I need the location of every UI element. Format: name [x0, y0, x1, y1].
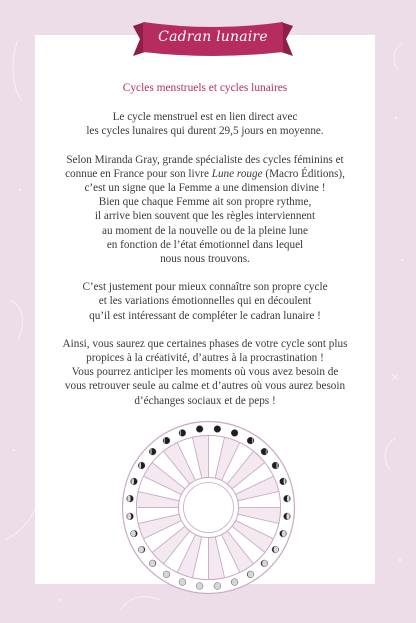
moon-phase-icon	[163, 571, 170, 578]
moon-phase-icon	[284, 513, 291, 520]
moon-phase-icon	[196, 583, 203, 590]
moon-phase-icon	[149, 560, 156, 567]
moon-phase-icon	[127, 495, 134, 502]
moon-phase-icon	[272, 462, 279, 469]
banner-title: Cadran lunaire	[158, 29, 268, 45]
moon-phase-icon	[231, 430, 238, 437]
moon-phase-icon	[214, 583, 221, 590]
moon-phase-icon	[149, 448, 156, 455]
moon-phase-icon	[179, 579, 186, 586]
paragraph-miranda-gray-start: Selon Miranda Gray, grande spécialiste des cycles féminins et connue en France pour son livre	[65, 153, 344, 180]
moon-phase-icon	[280, 478, 287, 485]
paragraph-miranda-gray	[35, 153, 375, 267]
book-title: Lune rouge	[211, 167, 263, 180]
moon-phase-icon	[138, 462, 145, 469]
moon-phase-icon	[131, 478, 138, 485]
paragraph-intro: Le cycle menstruel est en lien direct avec les cycles lunaires qui durent 29,5 jours en moyenne.	[86, 111, 324, 138]
moon-phase-icon	[127, 513, 134, 520]
moon-phase-icon	[247, 571, 254, 578]
content-card	[35, 35, 375, 584]
section-subtitle: Cycles menstruels et cycles lunaires	[122, 82, 288, 94]
moon-phase-icon	[272, 546, 279, 553]
paragraph-purpose: C’est justement pour mieux connaître son propre cycle et les variations émotionnelles qui en découlent qu’il est intéressant de compléter le cadran lunaire !	[82, 281, 328, 322]
moon-phase-icon	[231, 579, 238, 586]
moon-phase-icon	[247, 437, 254, 444]
moon-phase-icon	[196, 426, 203, 433]
moon-phase-icon	[131, 530, 138, 537]
title-banner	[133, 22, 293, 60]
paragraph-miranda-gray-rest: (Macro Éditions), c’est un signe que la Femme a une dimension divine ! Bien que chaque Femme ait son propre rythme, il arrive bien souvent que les règles interviennent au moment de la nouvelle ou de la pleine lune en fonction de l’état émotionnel dans lequel nous nous trouvons.	[84, 167, 345, 266]
dial-hub-inner	[184, 483, 234, 533]
main-content	[35, 81, 375, 422]
moon-phase-icon	[284, 495, 291, 502]
moon-phase-icon	[280, 530, 287, 537]
moon-phase-icon	[214, 426, 221, 433]
paragraph-benefits: Ainsi, vous saurez que certaines phases de votre cycle sont plus propices à la créativité, d’autres à la procrastination ! Vous pourrez anticiper les moments où vous avez besoin de vous retrouver seule au calme et d’autres où vous aurez besoin d’échanges sociaux et de peps !	[62, 337, 348, 407]
moon-phase-icon	[261, 448, 268, 455]
moon-phase-icon	[179, 430, 186, 437]
moon-phase-icon	[163, 437, 170, 444]
moon-phase-icon	[138, 546, 145, 553]
lunar-dial	[121, 420, 296, 595]
moon-phase-icon	[261, 560, 268, 567]
